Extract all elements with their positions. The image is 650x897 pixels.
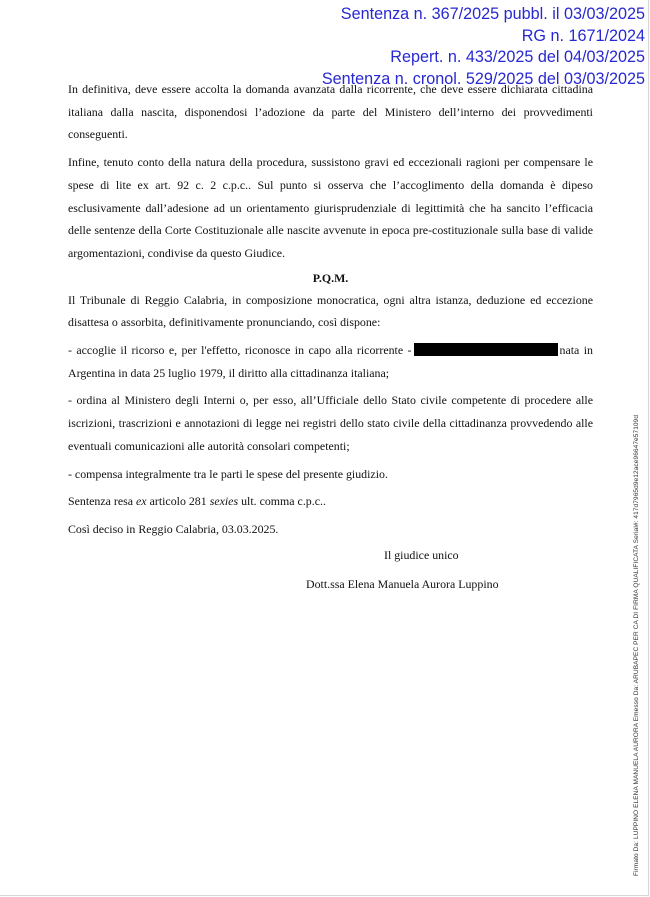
repert-number: Repert. n. 433/2025 del 04/03/2025 xyxy=(390,48,645,66)
articolo-text: articolo 281 xyxy=(149,494,207,509)
digital-signature-stamp: Firmato Da: LUPPINO ELENA MANUELA AURORA Emesso Da: ARUBAPEC PER CA DI FIRMA QUALIFICATA Serial#: 417d7965d9e12ace96647e57109d xyxy=(633,414,640,876)
paragraph-tribunal: Il Tribunale di Reggio Calabria, in composizione monocratica, ogni altra istanza, deduzione ed eccezione disattesa o assorbita, definitivamente pronunciando, così dispone: xyxy=(68,292,593,330)
signature-name: Dott.ssa Elena Manuela Aurora Luppino xyxy=(306,577,499,591)
sentenza-resa-text: Sentenza resa xyxy=(68,494,134,509)
paragraph-ordina: - ordina al Ministero degli Interni o, per esso, all’Ufficiale dello Stato civile competente di procedere alle iscrizioni, trascrizioni e annotazioni di legge nei registri dello stato civile della cittadinanza provvedendo alle eventuali comunicazioni alle autorità consolari competenti; xyxy=(68,393,593,453)
signature-title: Il giudice unico xyxy=(384,548,459,562)
accoglie-text: - accoglie il ricorso e, per l'effetto, riconosce in capo alla ricorrente - xyxy=(68,343,412,358)
pqm-heading: P.Q.M. xyxy=(312,270,349,285)
paragraph-compensa: - compensa integralmente tra le parti le spese del presente giudizio. xyxy=(68,466,388,481)
document-body xyxy=(68,78,593,546)
sexies-italic: sexies xyxy=(209,494,239,509)
header-stamp xyxy=(322,4,645,90)
paragraph-deciso: Così deciso in Reggio Calabria, 03.03.2025. xyxy=(68,521,279,536)
paragraph-costs: Infine, tenuto conto della natura della procedura, sussistono gravi ed eccezionali ragioni per compensare le spese di lite ex art. 92 c. 2 c.p.c.. Sul punto si osserva che l’accoglimento della domanda è dipeso esclusivamente dall’adesione ad un orientamento giurisprudenziale di legittimità che ha sancito l’efficacia delle sentenze della Corte Costituzionale alle nascite avvenute in epoca pre-costituzionale sulla base di valide argomentazioni, condivise da questo Giudice. xyxy=(68,155,593,260)
paragraph-sentenza-resa xyxy=(68,490,593,513)
ex-italic: ex xyxy=(136,494,147,509)
sentenza-number: Sentenza n. 367/2025 pubbl. il 03/03/2025 xyxy=(340,5,645,23)
comma-text: ult. comma c.p.c.. xyxy=(241,494,326,509)
cronol-number: Sentenza n. cronol. 529/2025 del 03/03/2025 xyxy=(321,69,645,88)
rg-number: RG n. 1671/2024 xyxy=(521,26,645,45)
paragraph-accoglie xyxy=(68,339,593,384)
accoglie-text-cont: nata in Argentina in data 25 luglio 1979, il diritto alla cittadinanza italiana; xyxy=(68,343,593,380)
redaction-bar xyxy=(414,343,558,356)
paragraph-conclusion: In definitiva, deve essere accolta la domanda avanzata dalla ricorrente, che deve essere dichiarata cittadina italiana dalla nascita, disponendosi l’adozione da parte del Ministero dell’interno dei provvedimenti conseguenti. xyxy=(68,82,593,142)
